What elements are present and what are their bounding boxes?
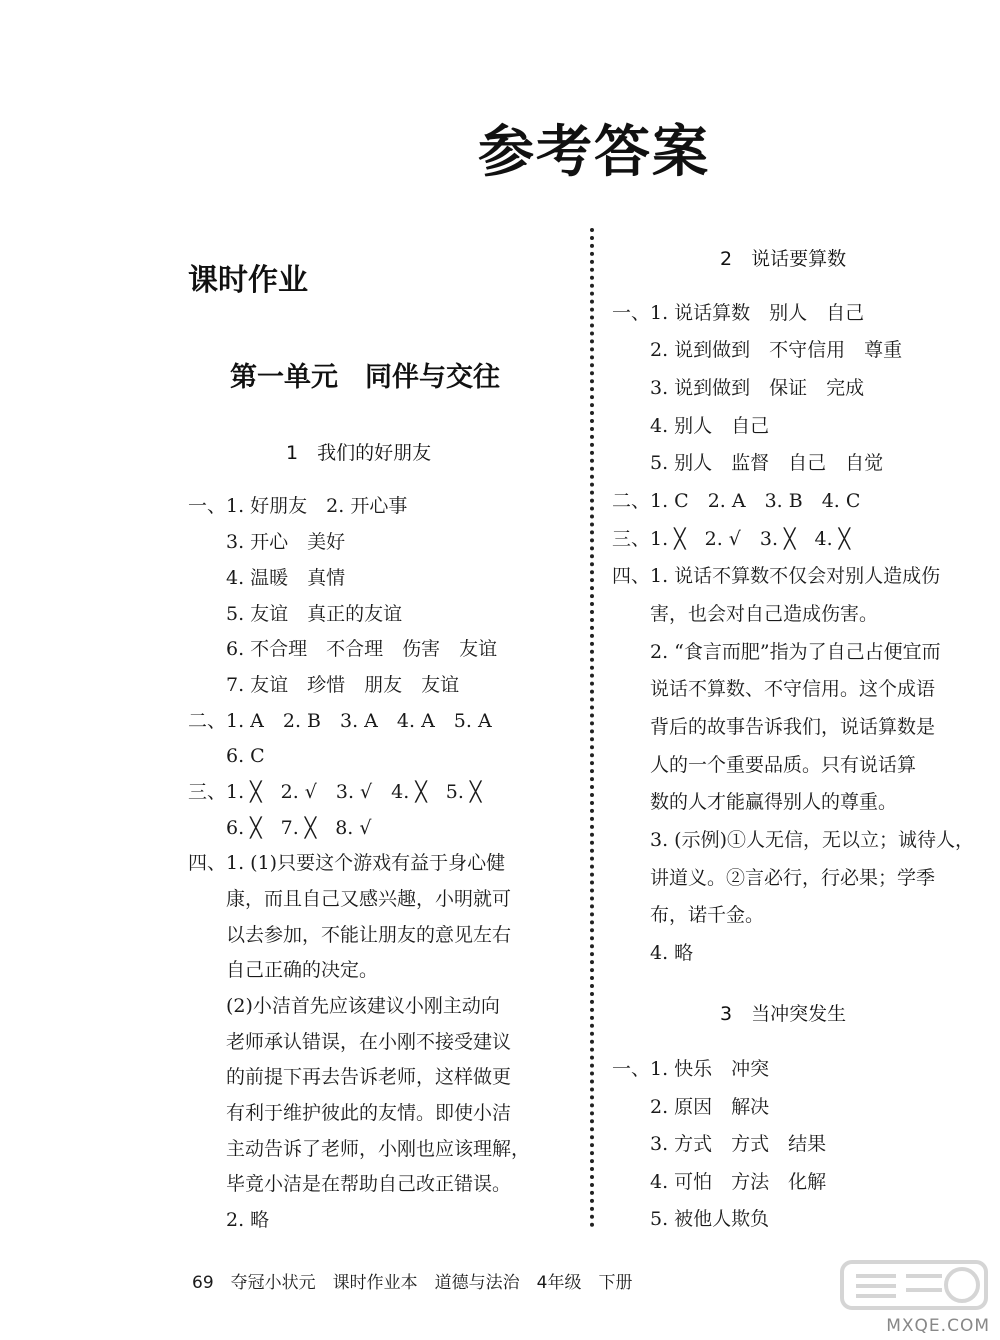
answer-line: 说话不算数、不守信用。这个成语 xyxy=(612,678,936,700)
answer-line: 6. 不合理 不合理 伤害 友谊 xyxy=(188,638,498,660)
answer-line: 3. (示例)①人无信，无以立；诚待人， xyxy=(612,829,974,851)
page-title: 参考答案 xyxy=(478,120,710,185)
answer-line: 4. 略 xyxy=(612,942,694,964)
answer-line: 讲道义。②言必行，行必果；学季 xyxy=(612,867,936,889)
answer-line: 人的一个重要品质。只有说话算 xyxy=(612,754,917,776)
answer-line: 3. 方式 方式 结果 xyxy=(612,1133,827,1155)
answer-line: (2)小洁首先应该建议小刚主动向 xyxy=(188,995,500,1017)
answer-line: 3. 开心 美好 xyxy=(188,531,346,553)
answer-line: 5. 别人 监督 自己 自觉 xyxy=(612,452,884,474)
answer-line: 害，也会对自己造成伤害。 xyxy=(612,603,879,625)
answer-line: 四、1. 说话不算数不仅会对别人造成伤 xyxy=(612,565,941,587)
answer-line: 以去参加，不能让朋友的意见左右 xyxy=(188,924,512,946)
answer-line: 6. C xyxy=(188,745,265,767)
answer-line: 背后的故事告诉我们，说话算数是 xyxy=(612,716,936,738)
lesson-title-2: 2 说话要算数 xyxy=(720,248,847,270)
answer-line: 5. 被他人欺负 xyxy=(612,1208,770,1230)
answer-line: 毕竟小洁是在帮助自己改正错误。 xyxy=(188,1173,512,1195)
answer-line: 康，而且自己又感兴趣，小明就可 xyxy=(188,888,512,910)
answer-line: 5. 友谊 真正的友谊 xyxy=(188,603,403,625)
answer-line: 2. 略 xyxy=(188,1209,270,1231)
answer-line: 二、1. C 2. A 3. B 4. C xyxy=(612,490,861,512)
answer-line: 四、1. (1)只要这个游戏有益于身心健 xyxy=(188,852,506,874)
lesson-title-1: 1 我们的好朋友 xyxy=(286,442,432,464)
answer-line: 布，诺千金。 xyxy=(612,904,765,926)
answer-line: 一、1. 好朋友 2. 开心事 xyxy=(188,495,408,517)
answer-line: 自己正确的决定。 xyxy=(188,959,379,981)
answer-line: 4. 温暖 真情 xyxy=(188,567,346,589)
answer-line: 老师承认错误，在小刚不接受建议 xyxy=(188,1031,512,1053)
answer-line: 4. 别人 自己 xyxy=(612,415,770,437)
answer-line: 的前提下再去告诉老师，这样做更 xyxy=(188,1066,512,1088)
answer-line: 3. 说到做到 保证 完成 xyxy=(612,377,865,399)
answer-line: 三、1. ╳ 2. √ 3. √ 4. ╳ 5. ╳ xyxy=(188,781,482,803)
answer-line: 7. 友谊 珍惜 朋友 友谊 xyxy=(188,674,460,696)
answer-line: 4. 可怕 方法 化解 xyxy=(612,1171,827,1193)
answer-line: 6. ╳ 7. ╳ 8. √ xyxy=(188,817,372,839)
answer-line: 三、1. ╳ 2. √ 3. ╳ 4. ╳ xyxy=(612,528,851,550)
column-divider xyxy=(590,228,594,1228)
answer-line: 数的人才能赢得别人的尊重。 xyxy=(612,791,898,813)
answer-line: 一、1. 说话算数 别人 自己 xyxy=(612,302,865,324)
watermark-text: MXQE.COM xyxy=(886,1316,990,1336)
page-footer: 69 夺冠小状元 课时作业本 道德与法治 4年级 下册 xyxy=(192,1273,633,1293)
section-title: 课时作业 xyxy=(188,263,308,298)
answer-line: 一、1. 快乐 冲突 xyxy=(612,1058,770,1080)
answer-line: 2. 原因 解决 xyxy=(612,1096,770,1118)
answer-line: 主动告诉了老师，小刚也应该理解， xyxy=(188,1138,531,1160)
answer-line: 2. 说到做到 不守信用 尊重 xyxy=(612,339,903,361)
answer-line: 二、1. A 2. B 3. A 4. A 5. A xyxy=(188,710,492,732)
lesson-title-3: 3 当冲突发生 xyxy=(720,1003,847,1025)
answer-line: 2. “食言而肥”指为了自己占便宜而 xyxy=(612,641,941,663)
unit-title: 第一单元 同伴与交往 xyxy=(230,362,500,393)
answer-line: 有利于维护彼此的友情。即使小洁 xyxy=(188,1102,512,1124)
